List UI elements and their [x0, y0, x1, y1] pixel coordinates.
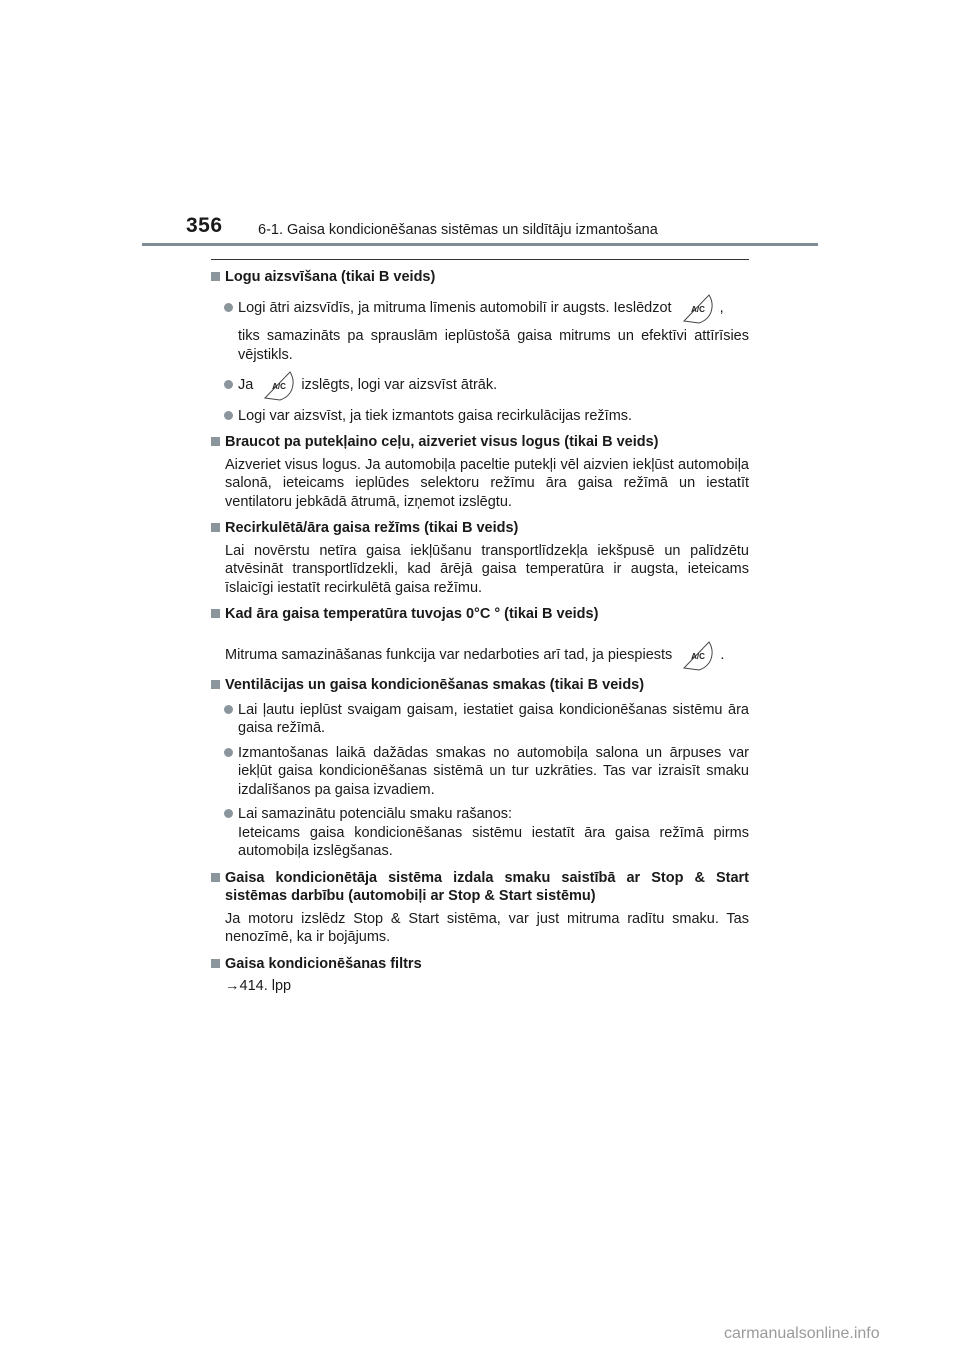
list-item: Izmantošanas laikā dažādas smakas no automobiļa salona un ārpuses var iekļūt gaisa kondicionēšanas sistēmā un tur uzkrāties. Tas var izraisīt smaku izdalīšanos pa gaisa izvadiem. — [211, 744, 749, 800]
square-bullet-icon — [211, 609, 220, 618]
paragraph: Mitruma samazināšanas funkcija var nedarboties arī tad, ja piespiests A/C . — [211, 646, 749, 665]
page-number: 356 — [186, 214, 223, 237]
square-bullet-icon — [211, 873, 220, 882]
round-bullet-icon — [224, 303, 233, 312]
section-heading: Kad āra gaisa temperatūra tuvojas 0°C ° (tikai B veids) — [211, 605, 749, 624]
ac-button-icon — [261, 367, 297, 403]
ac-button-icon — [680, 290, 716, 326]
section-heading: Braucot pa putekļaino ceļu, aizveriet visus logus (tikai B veids) — [211, 433, 749, 452]
round-bullet-icon — [224, 809, 233, 818]
square-bullet-icon — [211, 680, 220, 689]
list-item: Logi var aizsvīst, ja tiek izmantots gaisa recirkulācijas režīms. — [211, 407, 749, 426]
square-bullet-icon — [211, 437, 220, 446]
list-item: Lai samazinātu potenciālu smaku rašanos: Ieteicams gaisa kondicionēšanas sistēmu iestatīt āra gaisa režīmā pirms automobiļa izslēgšanas. — [211, 805, 749, 861]
round-bullet-icon — [224, 748, 233, 757]
svg-text:A/C: A/C — [690, 304, 705, 314]
section-rule — [211, 259, 749, 260]
paragraph: Aizveriet visus logus. Ja automobiļa paceltie putekļi vēl aizvien iekļūst automobiļa salonā, ieteicams ieplūdes selektoru režīmu āra gaisa režīmā un iestatīt ventilatoru jebkādā ātrumā, izņemot izslēgtu. — [225, 456, 749, 510]
list-item: Lai ļautu ieplūst svaigam gaisam, iestatiet gaisa kondicionēšanas sistēmu āra gaisa režīmā. — [211, 701, 749, 738]
content — [211, 264, 749, 996]
paragraph: Ja motoru izslēdz Stop & Start sistēma, var just mitruma radītu smaku. Tas nenozīmē, ka ir bojājums. — [225, 910, 749, 945]
page-reference-link[interactable]: →414. lpp — [225, 978, 292, 994]
list-item: Logi ātri aizsvīdīs, ja mitruma līmenis automobilī ir augsts. Ieslēdzot A/C , tiks samazināts pa sprauslām ieplūstošā gaisa mitrums un efektīvi attīrīsies vējstikls. — [211, 299, 749, 365]
section-heading: Ventilācijas un gaisa kondicionēšanas smakas (tikai B veids) — [211, 676, 749, 695]
round-bullet-icon — [224, 705, 233, 714]
header-rule — [142, 243, 818, 246]
ac-button-icon — [680, 637, 716, 673]
watermark: carmanualsonline.info — [724, 1325, 880, 1342]
square-bullet-icon — [211, 523, 220, 532]
list-item: Ja A/C izslēgts, logi var aizsvīst ātrāk. — [211, 376, 749, 395]
svg-text:A/C: A/C — [272, 382, 287, 392]
round-bullet-icon — [224, 411, 233, 420]
round-bullet-icon — [224, 380, 233, 389]
square-bullet-icon — [211, 272, 220, 281]
section-heading: Logu aizsvīšana (tikai B veids) — [211, 268, 749, 287]
chapter-title: 6-1. Gaisa kondicionēšanas sistēmas un sildītāju izmantošana — [258, 222, 658, 238]
section-heading: Recirkulētā/āra gaisa režīms (tikai B veids) — [211, 519, 749, 538]
section-heading: Gaisa kondicionētāja sistēma izdala smaku saistībā ar Stop & Start sistēmas darbību (automobiļi ar Stop & Start sistēmu) — [211, 869, 749, 906]
svg-text:A/C: A/C — [691, 651, 706, 661]
paragraph: Lai novērstu netīra gaisa iekļūšanu transportlīdzekļa iekšpusē un palīdzētu atvēsināt transportlīdzekli, kad ārējā gaisa temperatūra ir augsta, ieteicams īslaicīgi iestatīt recirkulētā gaisa režīmu. — [225, 542, 749, 596]
section-heading: Gaisa kondicionēšanas filtrs — [211, 955, 749, 974]
square-bullet-icon — [211, 959, 220, 968]
